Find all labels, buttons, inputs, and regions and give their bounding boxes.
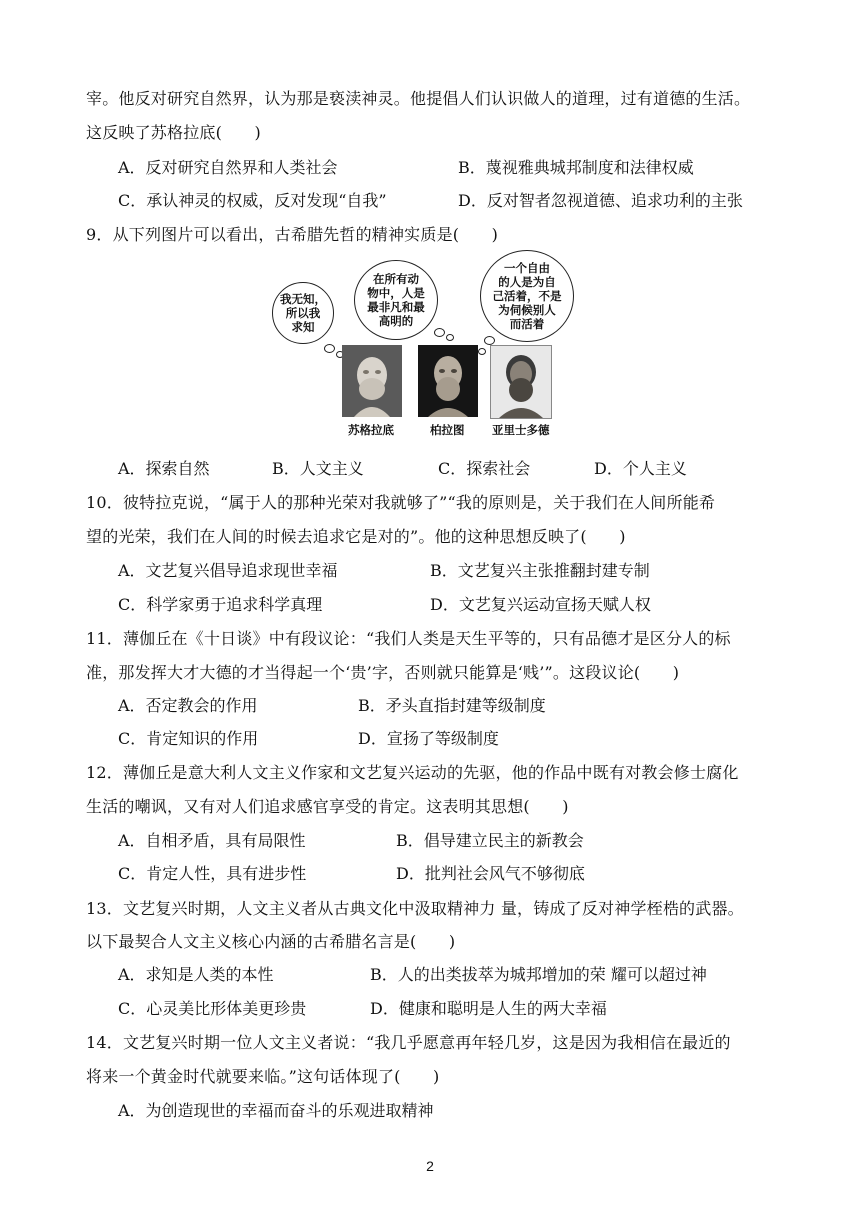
q10-option-d[interactable]: D．文艺复兴运动宣扬天赋人权 (430, 595, 651, 614)
q9-option-d[interactable]: D．个人主义 (594, 459, 687, 478)
caption-plato: 柏拉图 (430, 423, 465, 437)
q8-option-c[interactable]: C．承认神灵的权威，反对发现“自我” (118, 191, 387, 210)
q9-stem: 9．从下列图片可以看出，古希腊先哲的精神实质是( ) (86, 225, 499, 244)
thought-dot (324, 344, 335, 353)
q12-option-c[interactable]: C．肯定人性，具有进步性 (118, 864, 307, 883)
speech-bubble-aristotle (480, 250, 574, 342)
q11-option-c[interactable]: C．肯定知识的作用 (118, 729, 259, 748)
bubble-socrates-text: 我无知， 所以我 求知 (280, 292, 326, 334)
q12-option-b[interactable]: B．倡导建立民主的新教会 (396, 831, 584, 850)
q10-option-c[interactable]: C．科学家勇于追求科学真理 (118, 595, 323, 614)
q8-stem-line1: 宰。他反对研究自然界，认为那是亵渎神灵。他提倡人们认识做人的道理，过有道德的生活。 (86, 89, 751, 108)
thought-dot (484, 336, 495, 345)
thought-dot (446, 334, 454, 341)
q11-stem-line1: 11．薄伽丘在《十日谈》中有段议论：“我们人类是天生平等的，只有品德才是区分人的标 (86, 629, 731, 648)
q14-stem-line1: 14．文艺复兴时期一位人文主义者说：“我几乎愿意再年轻几岁，这是因为我相信在最近的 (86, 1033, 731, 1052)
q11-stem-line2: 准，那发挥大才大德的才当得起一个‘贵’字，否则就只能算是‘贱’”。这段议论( ) (86, 663, 680, 682)
socrates-bust-image (342, 345, 402, 417)
q11-option-d[interactable]: D．宣扬了等级制度 (358, 729, 499, 748)
q11-option-b[interactable]: B．矛头直指封建等级制度 (358, 696, 546, 715)
q13-option-b[interactable]: B．人的出类拔萃为城邦增加的荣 耀可以超过神 (370, 965, 707, 984)
q8-option-d[interactable]: D．反对智者忽视道德、追求功利的主张 (458, 191, 743, 210)
bubble-aristotle-text: 一个自由 的人是为自 己活着，不是 为伺候别人 而活着 (492, 261, 562, 331)
plato-bust-image (418, 345, 478, 417)
q14-stem-line2: 将来一个黄金时代就要来临。”这句话体现了( ) (86, 1067, 440, 1086)
q13-option-c[interactable]: C．心灵美比形体美更珍贵 (118, 999, 307, 1018)
q13-stem-line1: 13．文艺复兴时期，人文主义者从古典文化中汲取精神力 量，铸成了反对神学桎梏的武器。 (86, 899, 744, 918)
thought-dot (478, 348, 486, 355)
q12-option-a[interactable]: A．自相矛盾，具有局限性 (118, 831, 306, 850)
q13-option-d[interactable]: D．健康和聪明是人生的两大幸福 (370, 999, 607, 1018)
caption-socrates: 苏格拉底 (348, 423, 394, 437)
q9-option-c[interactable]: C．探索社会 (438, 459, 531, 478)
q10-stem-line1: 10．彼特拉克说，“属于人的那种光荣对我就够了”“我的原则是，关于我们在人间所能希 (86, 493, 716, 512)
q13-option-a[interactable]: A．求知是人类的本性 (118, 965, 274, 984)
q10-stem-line2: 望的光荣，我们在人间的时候去追求它是对的”。他的这种思想反映了( ) (86, 527, 626, 546)
q11-option-a[interactable]: A．否定教会的作用 (118, 696, 258, 715)
q10-option-b[interactable]: B．文艺复兴主张推翻封建专制 (430, 561, 650, 580)
speech-bubble-plato (354, 260, 438, 340)
q12-option-d[interactable]: D．批判社会风气不够彻底 (396, 864, 585, 883)
q12-stem-line2: 生活的嘲讽，又有对人们追求感官享受的肯定。这表明其思想( ) (86, 797, 569, 816)
q13-stem-line2: 以下最契合人文主义核心内涵的古希腊名言是( ) (86, 932, 456, 951)
bubble-plato-text: 在所有动 物中，人是 最非凡和最 高明的 (367, 272, 425, 328)
q12-stem-line1: 12．薄伽丘是意大利人文主义作家和文艺复兴运动的先驱，他的作品中既有对教会修士腐化 (86, 763, 739, 782)
speech-bubble-socrates (272, 282, 334, 344)
q10-option-a[interactable]: A．文艺复兴倡导追求现世幸福 (118, 561, 338, 580)
q8-option-a[interactable]: A．反对研究自然界和人类社会 (118, 158, 338, 177)
caption-aristotle: 亚里士多德 (492, 423, 550, 437)
q14-option-a[interactable]: A．为创造现世的幸福而奋斗的乐观进取精神 (118, 1101, 434, 1120)
q9-option-a[interactable]: A．探索自然 (118, 459, 210, 478)
philosophers-figure (262, 250, 572, 445)
q8-stem-line2: 这反映了苏格拉底( ) (86, 123, 261, 142)
thought-dot (434, 328, 445, 337)
q8-option-b[interactable]: B．蔑视雅典城邦制度和法律权威 (458, 158, 694, 177)
page-number: 2 (426, 1158, 434, 1174)
q9-option-b[interactable]: B．人文主义 (272, 459, 364, 478)
aristotle-bust-image (490, 345, 552, 419)
